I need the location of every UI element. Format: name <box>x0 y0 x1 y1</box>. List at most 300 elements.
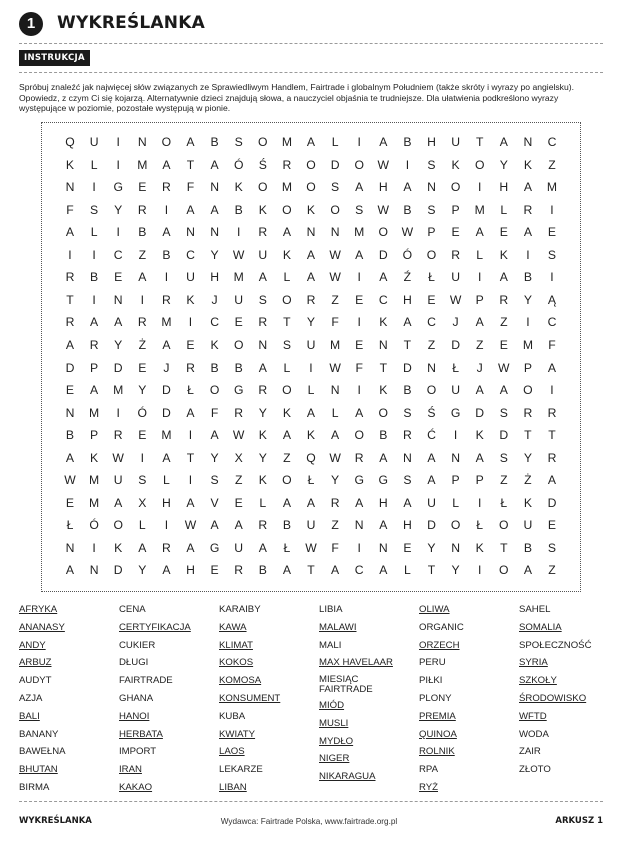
grid-letter[interactable]: I <box>164 518 169 533</box>
grid-letter[interactable]: B <box>379 428 388 443</box>
grid-letter[interactable]: K <box>210 337 219 352</box>
grid-letter[interactable]: A <box>186 540 195 555</box>
grid-letter[interactable]: Ł <box>307 473 315 488</box>
grid-letter[interactable]: K <box>451 157 460 172</box>
grid-letter[interactable]: Y <box>523 292 532 307</box>
grid-letter[interactable]: R <box>330 495 340 510</box>
grid-letter[interactable]: N <box>451 540 460 555</box>
grid-letter[interactable]: N <box>186 225 195 240</box>
grid-letter[interactable]: S <box>427 202 436 217</box>
grid-letter[interactable]: N <box>210 225 219 240</box>
grid-letter[interactable]: Z <box>234 473 243 488</box>
grid-letter[interactable]: O <box>474 157 485 172</box>
grid-letter[interactable]: L <box>90 225 98 240</box>
grid-letter[interactable]: R <box>234 405 244 420</box>
grid-letter[interactable]: R <box>451 247 460 262</box>
grid-letter[interactable]: R <box>234 563 244 578</box>
grid-letter[interactable]: I <box>188 473 193 488</box>
grid-letter[interactable]: U <box>258 247 268 262</box>
grid-letter[interactable]: P <box>451 202 460 217</box>
grid-letter[interactable]: N <box>137 135 147 149</box>
grid-letter[interactable]: A <box>282 428 291 443</box>
grid-letter[interactable]: A <box>547 473 557 488</box>
grid-letter[interactable]: B <box>90 270 99 285</box>
grid-letter[interactable]: F <box>66 202 74 217</box>
grid-letter[interactable]: O <box>282 383 292 398</box>
grid-letter[interactable]: A <box>186 405 195 420</box>
grid-letter[interactable]: I <box>140 450 144 465</box>
grid-letter[interactable]: A <box>162 450 171 465</box>
grid-letter[interactable]: R <box>161 540 171 555</box>
grid-letter[interactable]: B <box>282 518 291 533</box>
grid-letter[interactable]: W <box>377 157 390 172</box>
grid-letter[interactable]: I <box>92 247 96 262</box>
grid-letter[interactable]: W <box>305 540 317 555</box>
grid-letter[interactable]: S <box>90 202 99 217</box>
grid-letter[interactable]: K <box>475 428 484 443</box>
grid-letter[interactable]: Q <box>306 450 316 465</box>
grid-letter[interactable]: F <box>210 405 219 420</box>
grid-letter[interactable]: E <box>138 428 147 443</box>
grid-letter[interactable]: A <box>90 383 99 398</box>
grid-letter[interactable]: U <box>451 383 460 398</box>
grid-letter[interactable]: N <box>65 540 75 555</box>
grid-letter[interactable]: Z <box>500 473 508 488</box>
grid-letter[interactable]: Ó <box>402 247 413 262</box>
grid-letter[interactable]: A <box>355 495 364 510</box>
grid-letter[interactable]: A <box>306 247 316 262</box>
grid-letter[interactable]: H <box>210 270 219 285</box>
grid-letter[interactable]: I <box>92 180 96 195</box>
grid-letter[interactable]: R <box>65 315 75 330</box>
grid-letter[interactable]: Ł <box>187 383 194 398</box>
grid-letter[interactable]: K <box>499 247 508 262</box>
grid-letter[interactable]: O <box>113 518 123 533</box>
grid-letter[interactable]: I <box>550 383 554 398</box>
grid-letter[interactable]: W <box>232 428 245 443</box>
grid-letter[interactable]: D <box>402 360 412 375</box>
grid-letter[interactable]: L <box>452 495 459 510</box>
grid-letter[interactable]: N <box>427 360 436 375</box>
grid-letter[interactable]: S <box>403 473 412 488</box>
grid-letter[interactable]: N <box>402 450 412 465</box>
grid-letter[interactable]: C <box>547 135 557 149</box>
grid-letter[interactable]: I <box>309 360 313 375</box>
grid-letter[interactable]: F <box>355 360 363 375</box>
grid-letter[interactable]: A <box>523 225 532 240</box>
grid-letter[interactable]: H <box>378 495 388 510</box>
grid-letter[interactable]: K <box>258 428 267 443</box>
grid-letter[interactable]: R <box>161 180 171 195</box>
grid-letter[interactable]: A <box>210 428 219 443</box>
grid-letter[interactable]: L <box>500 202 508 217</box>
grid-letter[interactable]: I <box>92 540 96 555</box>
grid-letter[interactable]: B <box>162 247 171 262</box>
grid-letter[interactable]: A <box>355 180 364 195</box>
grid-letter[interactable]: I <box>116 135 120 149</box>
grid-letter[interactable]: Ą <box>547 292 557 307</box>
grid-letter[interactable]: Y <box>499 157 508 172</box>
grid-letter[interactable]: K <box>306 202 316 217</box>
grid-letter[interactable]: A <box>499 270 508 285</box>
grid-letter[interactable]: M <box>474 202 485 217</box>
grid-letter[interactable]: T <box>427 563 436 578</box>
grid-letter[interactable]: D <box>451 337 460 352</box>
grid-letter[interactable]: R <box>354 450 364 465</box>
grid-letter[interactable]: T <box>524 428 532 443</box>
grid-letter[interactable]: L <box>283 360 291 375</box>
grid-letter[interactable]: D <box>427 518 436 533</box>
grid-letter[interactable]: O <box>282 202 292 217</box>
grid-letter[interactable]: G <box>450 405 461 420</box>
grid-letter[interactable]: S <box>547 540 557 555</box>
grid-letter[interactable]: L <box>138 518 146 533</box>
grid-letter[interactable]: B <box>523 270 532 285</box>
grid-letter[interactable]: L <box>331 405 339 420</box>
grid-letter[interactable]: A <box>379 135 388 149</box>
grid-letter[interactable]: R <box>499 292 509 307</box>
grid-letter[interactable]: U <box>451 270 460 285</box>
grid-letter[interactable]: E <box>114 270 123 285</box>
grid-letter[interactable]: K <box>258 202 267 217</box>
grid-letter[interactable]: A <box>65 563 75 578</box>
grid-letter[interactable]: E <box>499 337 508 352</box>
grid-letter[interactable]: Q <box>65 135 75 149</box>
grid-letter[interactable]: T <box>186 157 195 172</box>
grid-letter[interactable]: B <box>403 135 412 149</box>
grid-letter[interactable]: N <box>378 540 388 555</box>
grid-letter[interactable]: R <box>282 157 292 172</box>
grid-letter[interactable]: M <box>546 180 558 195</box>
grid-letter[interactable]: S <box>499 405 508 420</box>
grid-letter[interactable]: M <box>522 337 533 352</box>
grid-letter[interactable]: R <box>65 270 75 285</box>
grid-letter[interactable]: M <box>113 383 124 398</box>
grid-letter[interactable]: E <box>451 225 460 240</box>
grid-letter[interactable]: A <box>379 450 388 465</box>
grid-letter[interactable]: O <box>426 247 437 262</box>
grid-letter[interactable]: U <box>234 292 244 307</box>
grid-letter[interactable]: Z <box>548 157 556 172</box>
grid-letter[interactable]: W <box>329 360 341 375</box>
grid-letter[interactable]: A <box>379 518 388 533</box>
grid-letter[interactable]: O <box>450 518 461 533</box>
grid-letter[interactable]: H <box>402 292 412 307</box>
grid-letter[interactable]: T <box>548 428 556 443</box>
grid-letter[interactable]: Z <box>138 247 147 262</box>
grid-letter[interactable]: E <box>355 337 364 352</box>
grid-letter[interactable]: T <box>66 292 74 307</box>
grid-letter[interactable]: S <box>234 135 243 149</box>
grid-letter[interactable]: D <box>65 360 75 375</box>
grid-letter[interactable]: H <box>402 518 412 533</box>
grid-letter[interactable]: Ó <box>89 518 99 533</box>
grid-letter[interactable]: T <box>500 540 508 555</box>
grid-letter[interactable]: E <box>547 518 557 533</box>
grid-letter[interactable]: C <box>210 315 219 330</box>
grid-letter[interactable]: U <box>89 135 99 149</box>
grid-letter[interactable]: A <box>65 225 75 240</box>
grid-letter[interactable]: E <box>186 337 195 352</box>
grid-letter[interactable]: I <box>477 180 482 195</box>
grid-letter[interactable]: O <box>499 563 509 578</box>
grid-letter[interactable]: R <box>523 202 533 217</box>
grid-letter[interactable]: A <box>138 540 147 555</box>
grid-letter[interactable]: R <box>113 428 123 443</box>
grid-letter[interactable]: S <box>258 292 267 307</box>
grid-letter[interactable]: A <box>114 315 123 330</box>
grid-letter[interactable]: A <box>162 337 171 352</box>
grid-letter[interactable]: A <box>162 563 171 578</box>
grid-letter[interactable]: I <box>116 225 120 240</box>
grid-letter[interactable]: I <box>477 270 482 285</box>
grid-letter[interactable]: O <box>523 383 533 398</box>
grid-letter[interactable]: Ź <box>403 270 412 285</box>
grid-letter[interactable]: H <box>499 180 509 195</box>
grid-letter[interactable]: N <box>89 563 99 578</box>
grid-letter[interactable]: E <box>234 315 243 330</box>
grid-letter[interactable]: U <box>451 135 460 149</box>
grid-letter[interactable]: Z <box>331 292 339 307</box>
grid-letter[interactable]: U <box>306 337 316 352</box>
grid-letter[interactable]: R <box>258 225 268 240</box>
grid-letter[interactable]: O <box>354 157 364 172</box>
grid-letter[interactable]: B <box>210 360 219 375</box>
grid-letter[interactable]: R <box>258 518 268 533</box>
grid-letter[interactable]: Ó <box>137 405 148 420</box>
grid-letter[interactable]: I <box>357 383 361 398</box>
grid-letter[interactable]: E <box>138 180 147 195</box>
grid-letter[interactable]: N <box>451 450 460 465</box>
grid-letter[interactable]: I <box>92 292 96 307</box>
grid-letter[interactable]: J <box>452 315 459 330</box>
grid-letter[interactable]: A <box>210 518 219 533</box>
grid-letter[interactable]: A <box>138 270 147 285</box>
grid-letter[interactable]: Y <box>258 450 267 465</box>
grid-letter[interactable]: N <box>427 180 436 195</box>
grid-letter[interactable]: O <box>161 135 172 149</box>
grid-letter[interactable]: U <box>523 518 533 533</box>
grid-letter[interactable]: L <box>163 473 170 488</box>
grid-letter[interactable]: O <box>282 473 292 488</box>
grid-letter[interactable]: T <box>379 360 388 375</box>
grid-letter[interactable]: M <box>137 157 148 172</box>
grid-letter[interactable]: D <box>161 383 171 398</box>
grid-letter[interactable]: E <box>138 360 147 375</box>
grid-letter[interactable]: Ł <box>66 518 74 533</box>
grid-letter[interactable]: D <box>378 247 388 262</box>
grid-letter[interactable]: R <box>137 315 147 330</box>
grid-letter[interactable]: G <box>209 540 220 555</box>
grid-letter[interactable]: T <box>186 450 195 465</box>
grid-letter[interactable]: A <box>186 135 195 149</box>
grid-letter[interactable]: A <box>306 495 316 510</box>
grid-letter[interactable]: Y <box>114 337 123 352</box>
grid-letter[interactable]: W <box>329 270 341 285</box>
grid-letter[interactable]: D <box>161 405 171 420</box>
grid-letter[interactable]: Ż <box>138 337 147 352</box>
grid-letter[interactable]: B <box>234 202 243 217</box>
grid-letter[interactable]: S <box>282 337 291 352</box>
grid-letter[interactable]: C <box>378 292 388 307</box>
grid-letter[interactable]: L <box>283 270 291 285</box>
grid-letter[interactable]: H <box>186 563 195 578</box>
grid-letter[interactable]: O <box>378 225 389 240</box>
grid-letter[interactable]: A <box>306 135 316 149</box>
grid-letter[interactable]: R <box>402 428 412 443</box>
grid-letter[interactable]: F <box>186 180 195 195</box>
grid-letter[interactable]: Z <box>283 450 291 465</box>
grid-letter[interactable]: O <box>306 157 316 172</box>
grid-letter[interactable]: A <box>114 495 123 510</box>
grid-letter[interactable]: I <box>550 270 554 285</box>
grid-letter[interactable]: R <box>258 315 268 330</box>
grid-letter[interactable]: W <box>232 247 245 262</box>
grid-letter[interactable]: E <box>65 495 75 510</box>
grid-letter[interactable]: I <box>357 270 361 285</box>
grid-letter[interactable]: C <box>427 315 436 330</box>
grid-letter[interactable]: U <box>113 473 123 488</box>
grid-letter[interactable]: S <box>210 473 219 488</box>
grid-letter[interactable]: I <box>477 563 482 578</box>
grid-letter[interactable]: W <box>401 225 414 240</box>
grid-letter[interactable]: K <box>258 473 267 488</box>
grid-letter[interactable]: D <box>113 563 123 578</box>
grid-letter[interactable]: E <box>499 225 508 240</box>
grid-letter[interactable]: B <box>403 202 412 217</box>
grid-letter[interactable]: R <box>258 383 268 398</box>
grid-letter[interactable]: W <box>64 473 76 488</box>
grid-letter[interactable]: M <box>233 270 244 285</box>
grid-letter[interactable]: Ł <box>500 495 508 510</box>
grid-letter[interactable]: K <box>475 540 484 555</box>
grid-letter[interactable]: G <box>354 473 364 488</box>
grid-letter[interactable]: J <box>211 292 218 307</box>
grid-letter[interactable]: Y <box>138 383 147 398</box>
grid-letter[interactable]: R <box>161 292 171 307</box>
grid-letter[interactable]: A <box>403 180 412 195</box>
grid-letter[interactable]: P <box>90 428 99 443</box>
grid-letter[interactable]: N <box>523 135 533 149</box>
grid-letter[interactable]: N <box>330 383 340 398</box>
grid-letter[interactable]: R <box>137 202 147 217</box>
grid-letter[interactable]: A <box>210 157 219 172</box>
grid-letter[interactable]: A <box>475 383 484 398</box>
grid-letter[interactable]: N <box>210 180 219 195</box>
grid-letter[interactable]: O <box>499 518 509 533</box>
grid-letter[interactable]: B <box>138 225 147 240</box>
grid-letter[interactable]: S <box>355 202 364 217</box>
grid-letter[interactable]: A <box>306 270 316 285</box>
grid-letter[interactable]: G <box>378 473 389 488</box>
grid-letter[interactable]: Z <box>427 337 436 352</box>
grid-letter[interactable]: B <box>258 563 267 578</box>
grid-letter[interactable]: B <box>65 428 75 443</box>
grid-letter[interactable]: I <box>188 428 193 443</box>
grid-letter[interactable]: Z <box>500 315 508 330</box>
grid-letter[interactable]: L <box>307 383 315 398</box>
grid-letter[interactable]: Ś <box>258 157 267 172</box>
grid-letter[interactable]: M <box>330 337 341 352</box>
grid-letter[interactable]: Y <box>114 202 123 217</box>
grid-letter[interactable]: A <box>403 315 412 330</box>
grid-letter[interactable]: X <box>138 495 147 510</box>
grid-letter[interactable]: K <box>234 180 243 195</box>
grid-letter[interactable]: D <box>330 157 340 172</box>
grid-letter[interactable]: A <box>258 270 267 285</box>
grid-letter[interactable]: K <box>282 247 291 262</box>
grid-letter[interactable]: E <box>355 292 364 307</box>
grid-letter[interactable]: A <box>475 315 484 330</box>
grid-letter[interactable]: A <box>331 563 340 578</box>
grid-letter[interactable]: A <box>65 450 75 465</box>
grid-letter[interactable]: K <box>65 157 75 172</box>
grid-letter[interactable]: E <box>403 540 412 555</box>
grid-letter[interactable]: I <box>526 247 530 262</box>
grid-letter[interactable]: Y <box>138 563 147 578</box>
grid-letter[interactable]: I <box>236 225 241 240</box>
grid-letter[interactable]: T <box>403 337 412 352</box>
grid-letter[interactable]: A <box>523 180 532 195</box>
grid-letter[interactable]: A <box>210 202 219 217</box>
grid-letter[interactable]: D <box>475 405 485 420</box>
grid-letter[interactable]: T <box>475 135 484 149</box>
grid-letter[interactable]: N <box>65 180 75 195</box>
grid-letter[interactable]: K <box>523 495 532 510</box>
grid-letter[interactable]: Z <box>548 563 556 578</box>
grid-letter[interactable]: M <box>89 473 100 488</box>
grid-letter[interactable]: S <box>331 180 340 195</box>
grid-letter[interactable]: K <box>379 315 388 330</box>
grid-letter[interactable]: Ł <box>428 270 435 285</box>
grid-letter[interactable]: P <box>523 360 532 375</box>
grid-letter[interactable]: W <box>449 292 462 307</box>
grid-letter[interactable]: H <box>427 135 436 149</box>
grid-letter[interactable]: A <box>427 473 436 488</box>
grid-letter[interactable]: C <box>186 247 195 262</box>
grid-letter[interactable]: O <box>258 135 268 149</box>
grid-letter[interactable]: S <box>138 473 147 488</box>
grid-letter[interactable]: N <box>378 337 388 352</box>
grid-letter[interactable]: A <box>162 225 171 240</box>
grid-letter[interactable]: O <box>426 383 437 398</box>
grid-letter[interactable]: K <box>114 540 123 555</box>
grid-letter[interactable]: A <box>499 383 508 398</box>
grid-letter[interactable]: C <box>354 563 364 578</box>
grid-letter[interactable]: B <box>523 540 532 555</box>
grid-letter[interactable]: O <box>450 180 461 195</box>
grid-letter[interactable]: Y <box>210 247 219 262</box>
grid-letter[interactable]: A <box>234 518 243 533</box>
grid-letter[interactable]: A <box>403 495 412 510</box>
grid-letter[interactable]: R <box>306 292 316 307</box>
grid-letter[interactable]: I <box>453 428 458 443</box>
grid-letter[interactable]: Ł <box>476 518 484 533</box>
grid-letter[interactable]: I <box>477 495 482 510</box>
grid-letter[interactable]: K <box>282 405 291 420</box>
grid-letter[interactable]: I <box>550 202 554 217</box>
grid-letter[interactable]: P <box>475 292 484 307</box>
grid-letter[interactable]: P <box>451 473 460 488</box>
grid-letter[interactable]: I <box>140 292 144 307</box>
grid-letter[interactable]: Ł <box>452 360 459 375</box>
grid-letter[interactable]: M <box>354 225 365 240</box>
grid-letter[interactable]: P <box>90 360 99 375</box>
grid-letter[interactable]: A <box>186 495 195 510</box>
grid-letter[interactable]: U <box>306 518 316 533</box>
grid-letter[interactable]: A <box>90 315 99 330</box>
grid-letter[interactable]: R <box>547 450 557 465</box>
